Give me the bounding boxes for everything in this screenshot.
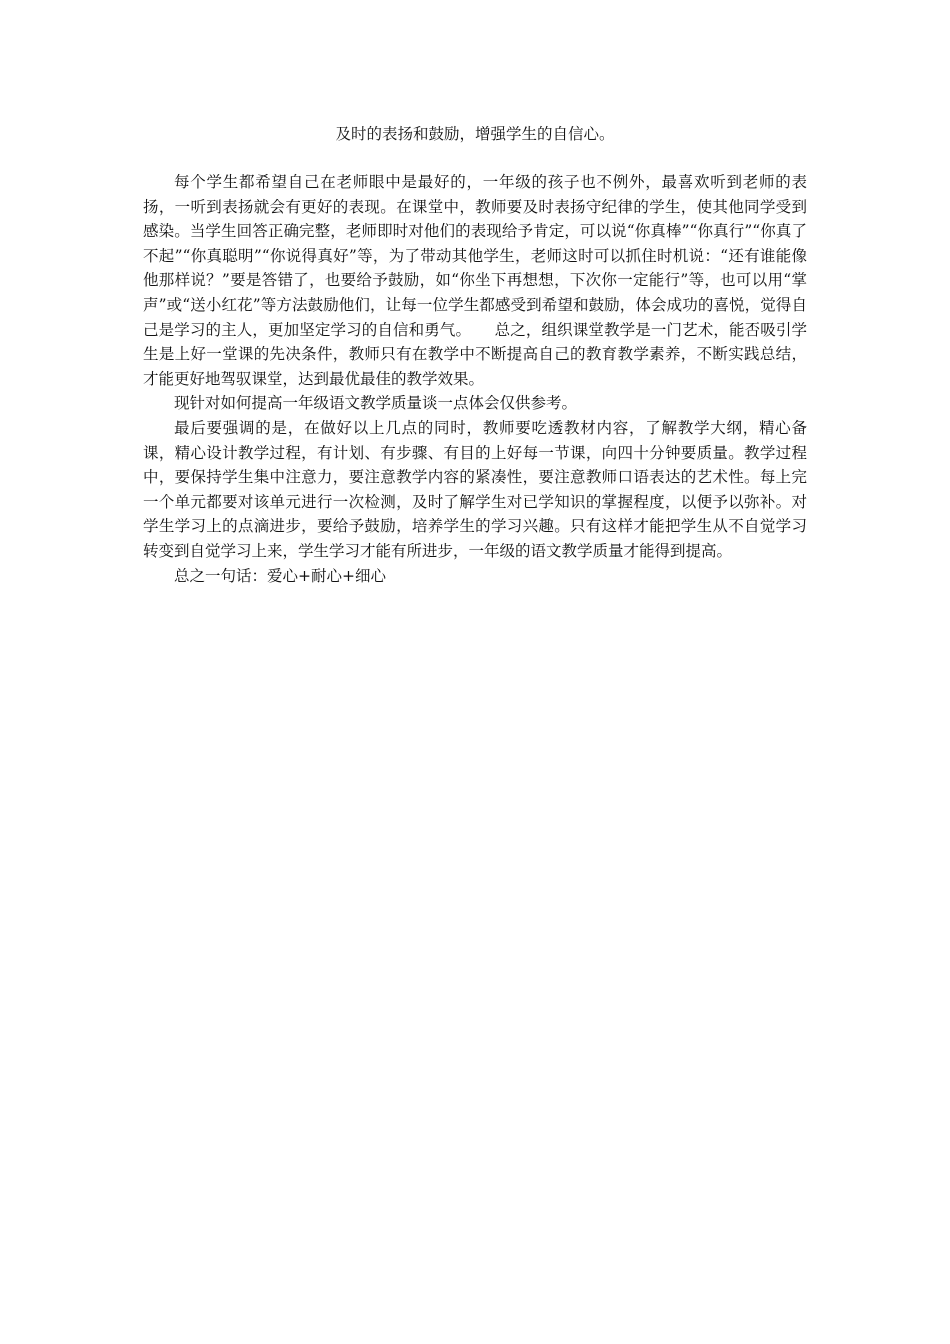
document-body xyxy=(143,122,807,588)
paragraph-praise-encouragement: 每个学生都希望自己在老师眼中是最好的，一年级的孩子也不例外，最喜欢听到老师的表扬，一听到表扬就会有更好的表现。在课堂中，教师要及时表扬守纪律的学生，使其他同学受到感染。当学生回答正确完整，老师即时对他们的表现给予肯定，可以说“你真棒”“你真行”“你真了不起”“你真聪明”“你说得真好”等，为了带动其他学生，老师这时可以抓住时机说：“还有谁能像他那样说？”要是答错了，也要给予鼓励，如“你坐下再想想，下次你一定能行”等，也可以用“掌声”或“送小红花”等方法鼓励他们，让每一位学生都感受到希望和鼓励，体会成功的喜悦，觉得自己是学习的主人，更加坚定学习的自信和勇气。 总之，组织课堂教学是一门艺术，能否吸引学生是上好一堂课的先决条件，教师只有在教学中不断提高自己的教育教学素养，不断实践总结，才能更好地驾驭课堂，达到最优最佳的教学效果。 xyxy=(143,173,807,388)
paragraph-reference-note: 现针对如何提高一年级语文教学质量谈一点体会仅供参考。 xyxy=(174,394,578,413)
paragraph-summary: 总之一句话：爱心+耐心+细心 xyxy=(174,566,386,585)
section-heading: 及时的表扬和鼓励，增强学生的自信心。 xyxy=(335,125,615,143)
paragraph-final-emphasis: 最后要强调的是，在做好以上几点的同时，教师要吃透教材内容，了解教学大纲，精心备课，精心设计教学过程，有计划、有步骤、有目的上好每一节课，向四十分钟要质量。教学过程中，要保持学生集中注意力，要注意教学内容的紧凑性，要注意教师口语表达的艺术性。每上完一个单元都要对该单元进行一次检测，及时了解学生对已学知识的掌握程度，以便予以弥补。对学生学习上的点滴进步，要给予鼓励，培养学生的学习兴趣。只有这样才能把学生从不自觉学习转变到自觉学习上来，学生学习才能有所进步，一年级的语文教学质量才能得到提高。 xyxy=(143,418,807,560)
